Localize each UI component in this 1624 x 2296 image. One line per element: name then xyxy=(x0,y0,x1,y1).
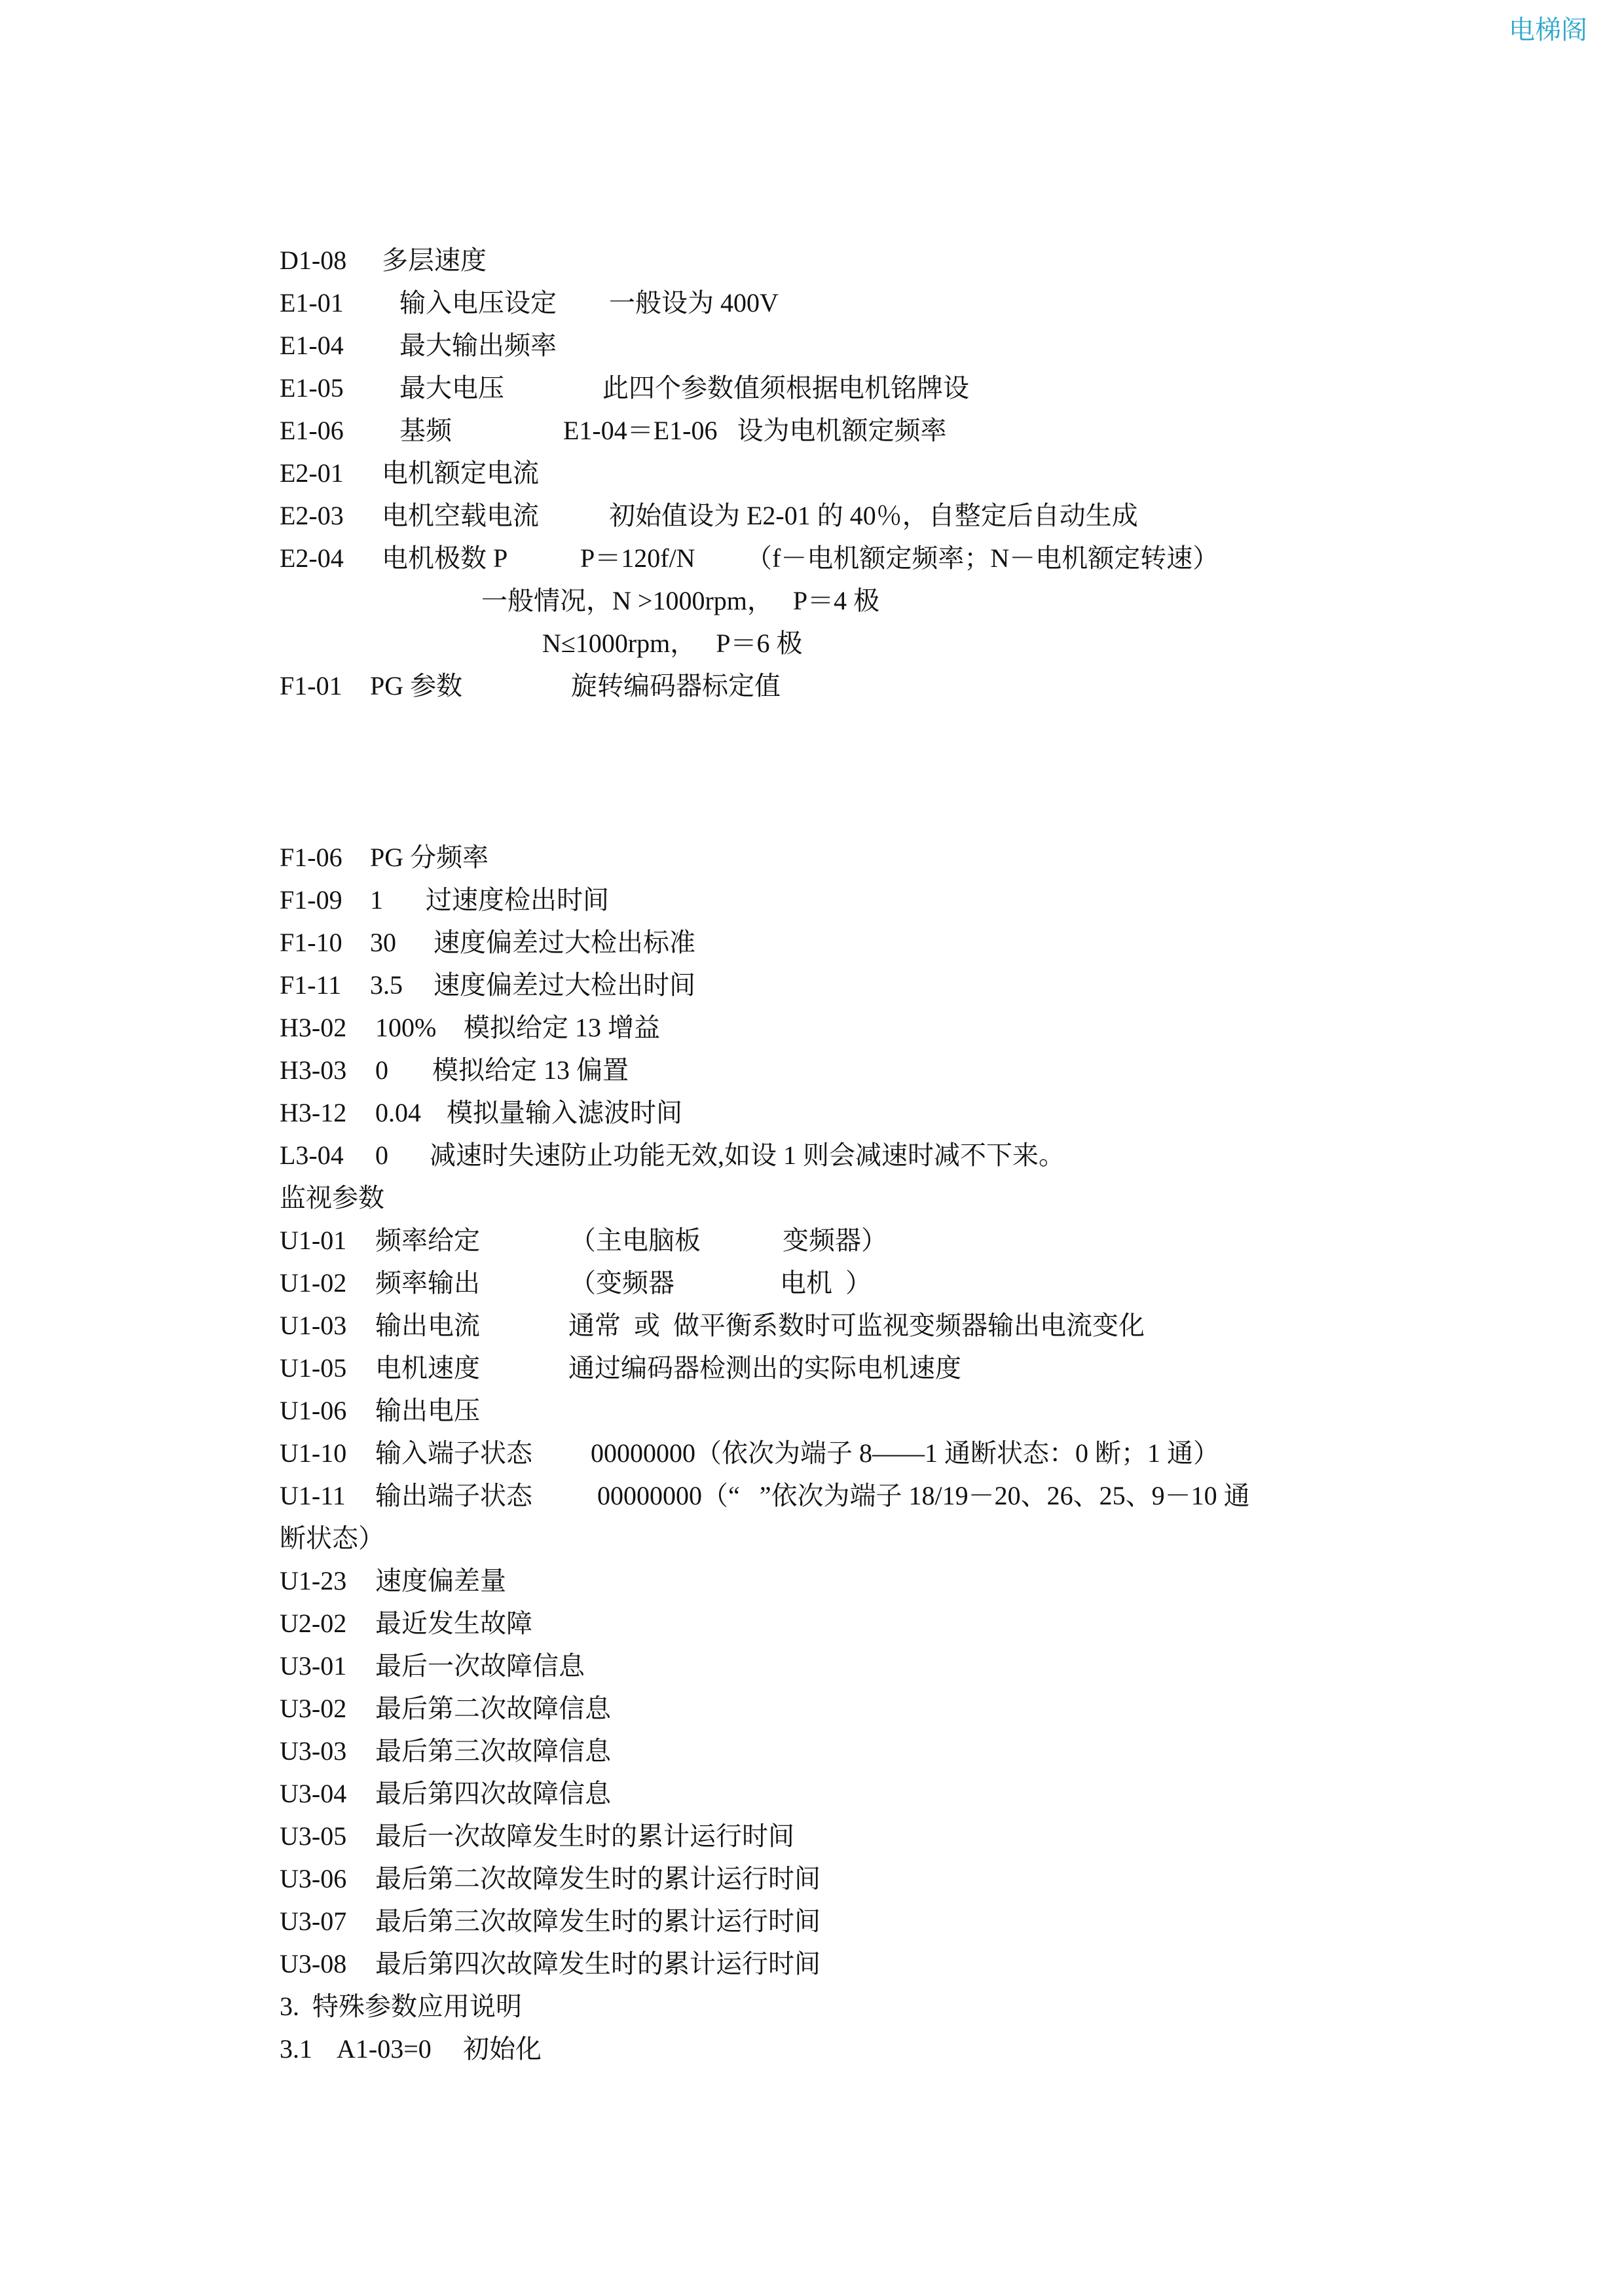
param-name: 模拟给定 13 偏置 xyxy=(432,1055,629,1085)
param-name: 输出端子状态 xyxy=(375,1481,532,1510)
param-code: H3-02 xyxy=(280,1013,347,1042)
monitor-row-u1-11-cont: 断状态） xyxy=(280,1523,384,1553)
param-code: U3-02 xyxy=(280,1694,347,1723)
param-code: U1-03 xyxy=(280,1311,347,1340)
param-note: 初始值设为 E2-01 的 40％，自整定后自动生成 xyxy=(609,501,1138,530)
param-name: 速度偏差量 xyxy=(375,1566,506,1595)
param-name: 减速时失速防止功能无效,如设 1 则会减速时减不下来。 xyxy=(430,1140,1065,1170)
param-name: 多层速度 xyxy=(382,246,487,275)
param-name: 模拟给定 13 增益 xyxy=(464,1013,660,1042)
param-row-f1-01 xyxy=(280,670,781,801)
param-code: H3-12 xyxy=(280,1098,347,1127)
param-value: 100% xyxy=(375,1013,437,1042)
param-code: E2-01 xyxy=(280,458,344,488)
param-value: 0 xyxy=(375,1140,388,1170)
param-code: E1-05 xyxy=(280,373,344,403)
param-note: N≤1000rpm， P＝6 极 xyxy=(542,629,803,658)
param-code: U1-10 xyxy=(280,1438,347,1468)
param-value: 0.04 xyxy=(375,1098,421,1127)
param-name: 过速度检出时间 xyxy=(426,885,609,915)
section-heading-3: 3. 特殊参数应用说明 xyxy=(280,1992,522,2021)
param-code: L3-04 xyxy=(280,1140,344,1170)
param-code: U2-02 xyxy=(280,1609,347,1638)
param-note: 旋转编码器标定值 xyxy=(571,671,781,701)
param-code: E1-01 xyxy=(280,288,344,318)
param-code: E1-06 xyxy=(280,416,344,445)
param-code: F1-01 xyxy=(280,671,342,701)
param-code: E1-04 xyxy=(280,331,344,360)
param-code: U3-07 xyxy=(280,1906,347,1936)
param-note: 通过编码器检测出的实际电机速度 xyxy=(568,1353,961,1383)
param-name: 最后第四次故障信息 xyxy=(375,1779,611,1808)
subsection-3-1 xyxy=(280,2033,542,2164)
subsection-number: 3.1 xyxy=(280,2034,312,2064)
param-code: F1-10 xyxy=(280,928,342,957)
param-value: 3.5 xyxy=(370,970,403,1000)
param-note: 变频器） xyxy=(783,1226,887,1255)
param-code: U1-23 xyxy=(280,1566,347,1595)
param-code: U3-06 xyxy=(280,1864,347,1893)
param-name: 最后第二次故障信息 xyxy=(375,1694,611,1723)
param-name: 基频 xyxy=(399,416,452,445)
param-code: E2-04 xyxy=(280,543,344,573)
param-name: 电机极数 P xyxy=(382,543,508,573)
param-code: U1-11 xyxy=(280,1481,346,1510)
param-name: 最后第三次故障发生时的累计运行时间 xyxy=(375,1906,821,1936)
param-name: 最近发生故障 xyxy=(375,1609,532,1638)
param-note: （f－电机额定频率；N－电机额定转速） xyxy=(746,543,1219,573)
param-code: H3-03 xyxy=(280,1055,347,1085)
param-code: U1-02 xyxy=(280,1268,347,1298)
param-name: 最后第四次故障发生时的累计运行时间 xyxy=(375,1949,821,1978)
param-code: U3-05 xyxy=(280,1821,347,1851)
param-note: 00000000（“ ”依次为端子 18/19－20、26、25、9－10 通 xyxy=(597,1481,1250,1510)
param-note: 一般情况，N >1000rpm， P＝4 极 xyxy=(481,586,880,615)
param-note: 00000000（依次为端子 8——1 通断状态：0 断；1 通） xyxy=(591,1438,1219,1468)
param-code: F1-06 xyxy=(280,843,342,872)
param-value: 1 xyxy=(370,885,383,915)
param-name: 输入电压设定 xyxy=(399,288,557,318)
param-code: U3-08 xyxy=(280,1949,347,1978)
section-heading-monitor: 监视参数 xyxy=(280,1183,384,1212)
param-name: 电机速度 xyxy=(375,1353,480,1383)
param-name: 最后第二次故障发生时的累计运行时间 xyxy=(375,1864,821,1893)
param-name: 输出电流 xyxy=(375,1311,480,1340)
param-name: 初始化 xyxy=(463,2034,542,2064)
param-code: D1-08 xyxy=(280,246,347,275)
param-code: U3-04 xyxy=(280,1779,347,1808)
param-name: 输出电压 xyxy=(375,1396,480,1425)
param-name: 频率给定 xyxy=(375,1226,480,1255)
param-code: U3-01 xyxy=(280,1651,347,1681)
param-code: F1-11 xyxy=(280,970,342,1000)
param-formula: P＝120f/N xyxy=(580,543,695,573)
param-note: 通常 或 做平衡系数时可监视变频器输出电流变化 xyxy=(568,1311,1145,1340)
param-name: 速度偏差过大检出标准 xyxy=(434,928,695,957)
param-name: 电机额定电流 xyxy=(382,458,539,488)
param-name: 最后一次故障发生时的累计运行时间 xyxy=(375,1821,794,1851)
param-code: A1-03=0 xyxy=(337,2034,432,2064)
param-note: E1-04＝E1-06 设为电机额定频率 xyxy=(563,416,947,445)
param-code: U1-05 xyxy=(280,1353,347,1383)
param-name: 最后第三次故障信息 xyxy=(375,1736,611,1766)
param-name: PG 参数 xyxy=(370,671,463,701)
param-note: 电机 ） xyxy=(780,1268,872,1298)
site-watermark: 电梯阁 xyxy=(1509,15,1587,45)
param-name: 最后一次故障信息 xyxy=(375,1651,585,1681)
param-name: 电机空载电流 xyxy=(382,501,539,530)
param-note: 一般设为 400V xyxy=(609,288,779,318)
param-name: 模拟量输入滤波时间 xyxy=(447,1098,682,1127)
param-name: 最大输出频率 xyxy=(399,331,557,360)
param-code: U3-03 xyxy=(280,1736,347,1766)
param-code: E2-03 xyxy=(280,501,344,530)
param-name: PG 分频率 xyxy=(370,843,489,872)
param-value: 0 xyxy=(375,1055,388,1085)
param-note: （主电脑板 xyxy=(570,1226,701,1255)
param-name: 频率输出 xyxy=(375,1268,480,1298)
param-name: 最大电压 xyxy=(399,373,504,403)
param-code: F1-09 xyxy=(280,885,342,915)
param-name: 输入端子状态 xyxy=(375,1438,532,1468)
param-note: （变频器 xyxy=(570,1268,674,1298)
param-code: U1-06 xyxy=(280,1396,347,1425)
param-note: 此四个参数值须根据电机铭牌设 xyxy=(602,373,969,403)
param-value: 30 xyxy=(370,928,396,957)
param-name: 速度偏差过大检出时间 xyxy=(434,970,695,1000)
param-code: U1-01 xyxy=(280,1226,347,1255)
